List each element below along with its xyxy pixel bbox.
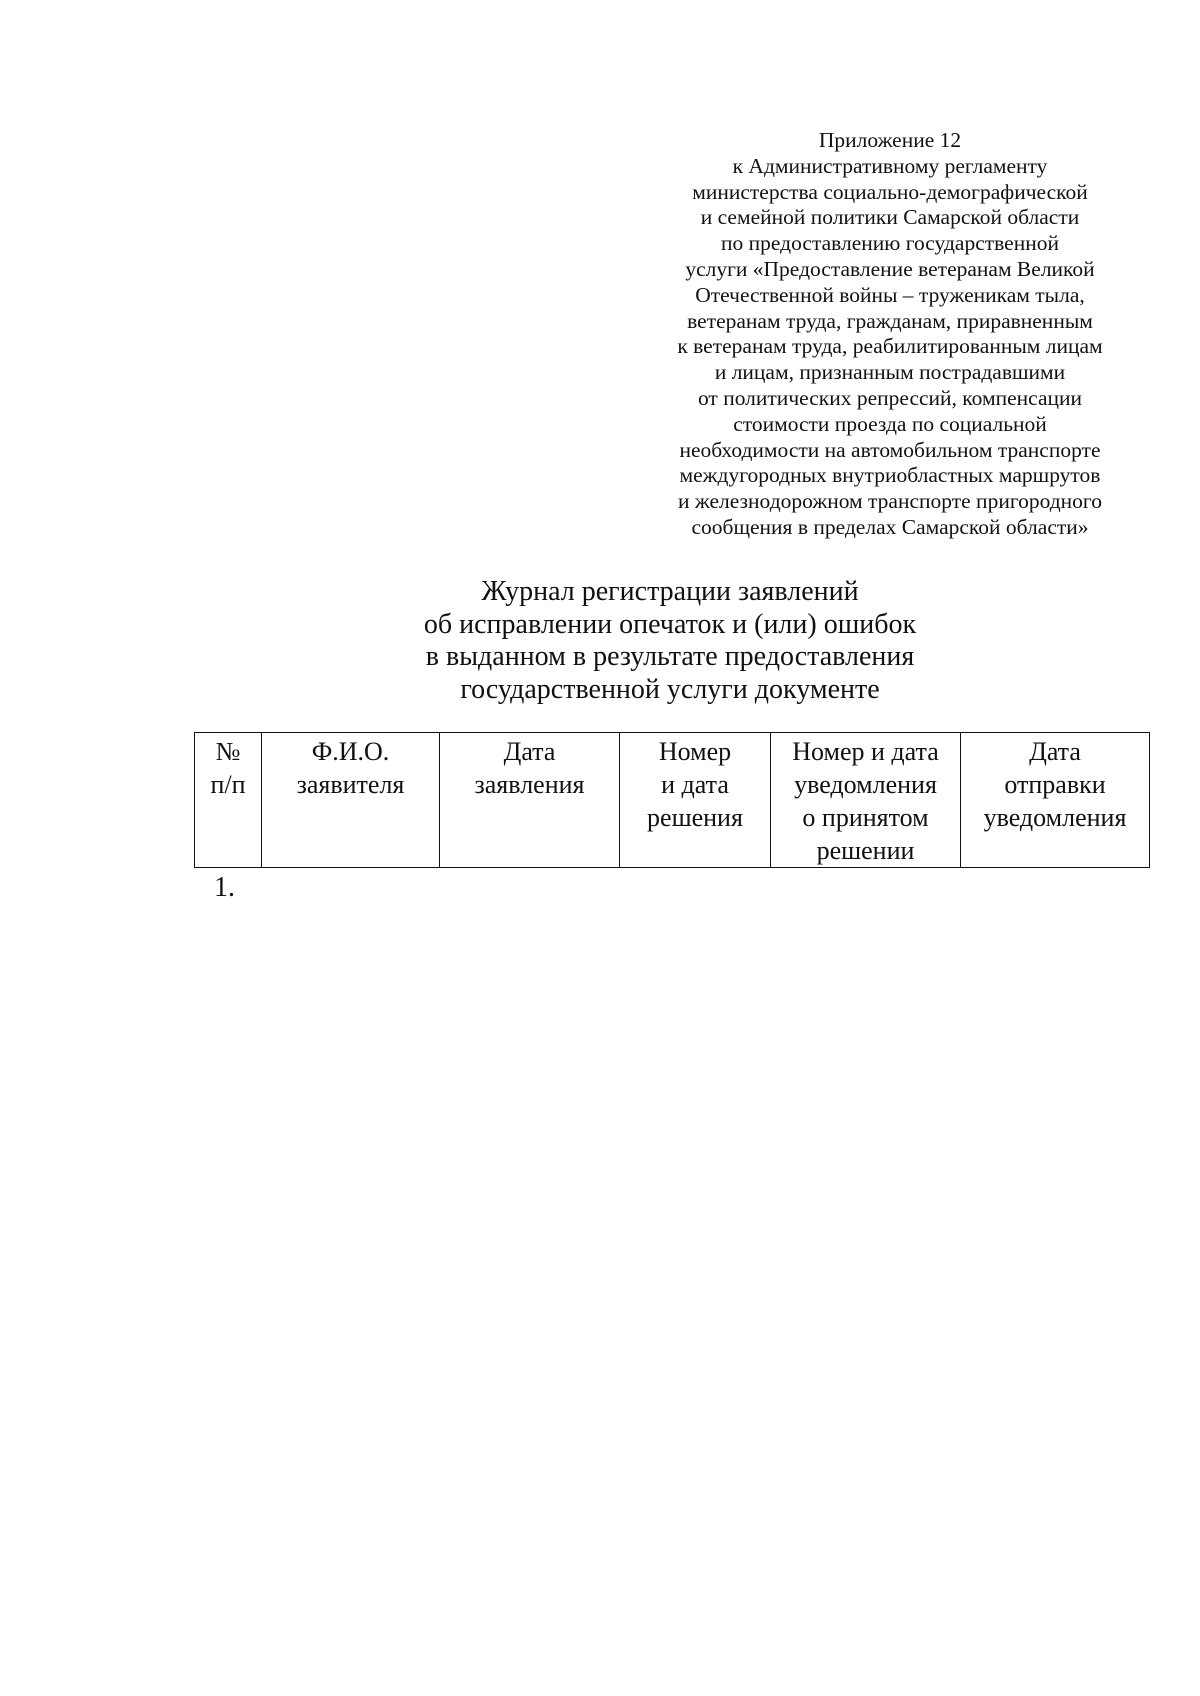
appendix-line: по предоставлению государственной (721, 231, 1059, 256)
appendix-line: к ветеранам труда, реабилитированным лицам (677, 334, 1103, 359)
appendix-line: министерства социально-демографической (692, 179, 1088, 204)
journal-table (194, 732, 1150, 868)
appendix-line: услуги «Предоставление ветеранам Великой (685, 256, 1095, 281)
title-line: в выданном в результате предоставления (425, 641, 915, 672)
appendix-line: и лицам, признанным пострадавшими (714, 360, 1066, 385)
appendix-line: и железнодорожном транспорте пригородного (678, 489, 1102, 514)
appendix-note (660, 128, 1120, 541)
column-header-number: № п/п (195, 733, 262, 868)
column-header-notification-send-date: Дата отправки уведомления (961, 733, 1150, 868)
document-title (300, 576, 1040, 706)
appendix-line: ветеранам труда, гражданам, приравненным (687, 308, 1093, 333)
appendix-line: Отечественной войны – труженикам тыла, (695, 282, 1085, 307)
title-line: об исправлении опечаток и (или) ошибок (423, 608, 917, 640)
column-header-notification-number-date: Номер и дата уведомления о принятом решении (771, 733, 961, 868)
appendix-line: и семейной политики Самарской области (700, 205, 1080, 230)
appendix-line: к Административному регламенту (732, 153, 1048, 178)
column-header-applicant-name: Ф.И.О. заявителя (262, 733, 440, 868)
appendix-line: необходимости на автомобильном транспорте (679, 437, 1101, 462)
appendix-line: Приложение 12 (818, 128, 962, 152)
appendix-line: сообщения в пределах Самарской области» (691, 514, 1089, 539)
title-line: государственной услуги документе (460, 673, 880, 705)
table-header-row (195, 733, 1150, 868)
table-row-number: 1. (214, 872, 235, 903)
appendix-line: междугородных внутриобластных маршрутов (679, 463, 1101, 488)
column-header-decision-number-date: Номер и дата решения (620, 733, 771, 868)
appendix-line: от политических репрессий, компенсации (697, 385, 1083, 410)
column-header-application-date: Дата заявления (440, 733, 620, 868)
appendix-line: стоимости проезда по социальной (733, 411, 1047, 436)
title-line: Журнал регистрации заявлений (481, 576, 859, 607)
